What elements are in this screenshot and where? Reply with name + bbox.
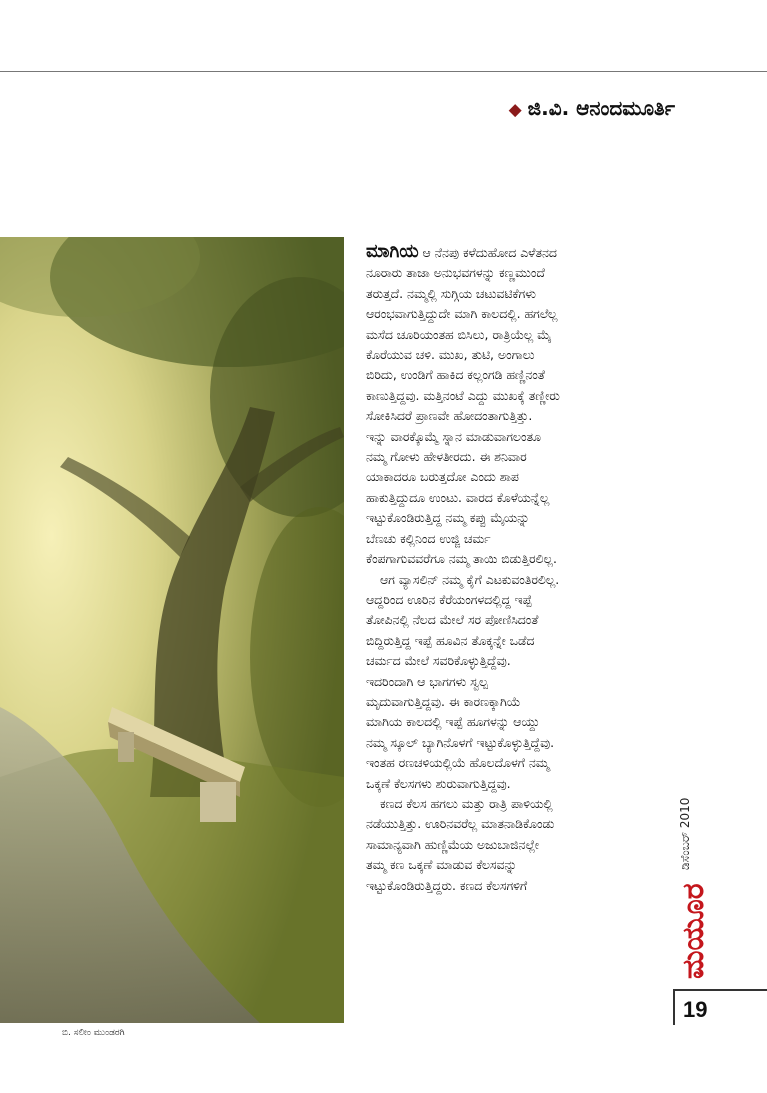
article-line: ಇಟ್ಟುಕೊಂಡಿರುತ್ತಿದ್ದರು. ಕಣದ ಕೆಲಸಗಳಿಗೆ [366,877,528,893]
article-line: ಚರ್ಮದ ಮೇಲೆ ಸವರಿಕೊಳ್ಳುತ್ತಿದ್ದೆವು. [366,653,511,669]
article-line: ಮಾಗಿಯ ಕಾಲದಲ್ಲಿ ಇಪ್ಪೆ ಹೂಗಳನ್ನು ಆಯ್ದು [366,714,540,730]
article-line: ಬಿದ್ದಿರುತ್ತಿದ್ದ ಇಪ್ಪೆ ಹೂವಿನ ತೊಕ್ಕನ್ನೇ ಒಡೆದ [366,632,535,648]
article-line: ನಮ್ಮ ಸ್ಕೂಲ್ ಬ್ಯಾಗಿನೊಳಗೆ ಇಟ್ಟುಕೊಳ್ಳುತ್ತಿದ್ದೆವು. [366,734,555,750]
paragraph-2-start: ಆಗ ವ್ಯಾಸಲಿನ್ ನಮ್ಮ ಕೈಗೆ ಎಟಕುವಂತಿರಲಿಲ್ಲ. [380,571,560,587]
article-line: ನಮ್ಮ ಗೋಳು ಹೇಳತೀರದು. ಈ ಶನಿವಾರ [366,449,527,465]
magazine-logo [676,883,712,979]
article-line: ತಮ್ಮ ಕಣ ಒಕ್ಕಣೆ ಮಾಡುವ ಕೆಲಸವನ್ನು [366,857,517,873]
article-line: ಕೆಂಪಗಾಗುವವರೆಗೂ ನಮ್ಮ ತಾಯಿ ಬಿಡುತ್ತಿರಲಿಲ್ಲ. [366,551,557,567]
top-rule [0,71,767,72]
diamond-icon: ◆ [508,100,522,120]
article-line: ನಡೆಯುತ್ತಿತ್ತು. ಊರಿನವರೆಲ್ಲ ಮಾತನಾಡಿಕೊಂಡು [366,816,555,832]
article-line: ಆರಂಭವಾಗುತ್ತಿದ್ದುದೇ ಮಾಗಿ ಕಾಲದಲ್ಲಿ. ಹಗಲೆಲ್ಲ [366,306,558,322]
article-line: ಸಾಮಾನ್ಯವಾಗಿ ಹುಣ್ಣಿಮೆಯ ಅಜುಬಾಜಿನಲ್ಲೇ [366,836,539,852]
author-name: ಜಿ.ವಿ. ಆನಂದಮೂರ್ತಿ [527,96,675,120]
article-line: ತೋಪಿನಲ್ಲಿ ನೆಲದ ಮೇಲೆ ಸರ ಪೋಣಿಸಿದಂತೆ [366,612,539,628]
article-line: ಇಂತಹ ರಣಚಳಿಯಲ್ಲಿಯೆ ಹೊಲದೊಳಗೆ ನಮ್ಮ [366,755,550,771]
article-first-line [366,242,666,263]
article-line: ಹಾಕುತ್ತಿದ್ದುದೂ ಉಂಟು. ವಾರದ ಕೊಳೆಯನ್ನೆಲ್ಲ [366,489,550,505]
paragraph-3-start: ಕಣದ ಕೆಲಸ ಹಗಲು ಮತ್ತು ರಾತ್ರಿ ಪಾಳಿಯಲ್ಲಿ [380,795,553,811]
magazine-name: ಮಯೂರ [676,883,711,979]
article-body [366,242,666,896]
article-line: ಒಕ್ಕಣೆ ಕೆಲಸಗಳು ಶುರುವಾಗುತ್ತಿದ್ದವು. [366,775,511,791]
article-line: ಆದ್ದರಿಂದ ಊರಿನ ಕೆರೆಯಂಗಳದಲ್ಲಿದ್ದ ಇಪ್ಪೆ [366,591,533,607]
page-number: 19 [683,997,708,1022]
article-line: ಇನ್ನು ವಾರಕ್ಕೊಮ್ಮೆ ಸ್ನಾನ ಮಾಡುವಾಗಲಂತೂ [366,428,541,444]
article-line: ಇಟ್ಟುಕೊಂಡಿರುತ್ತಿದ್ದ ನಮ್ಮ ಕಪ್ಪು ಮೈಯನ್ನು [366,510,530,526]
article-line: ಸೋಕಿಸಿದರೆ ಪ್ರಾಣವೇ ಹೋದಂತಾಗುತ್ತಿತ್ತು. [366,408,533,424]
article-line: ತರುತ್ತದೆ. ನಮ್ಮಲ್ಲಿ ಸುಗ್ಗಿಯ ಚಟುವಟಿಕೆಗಳು [366,285,536,301]
foggy-path-photo [0,237,344,1023]
article-line: ಬಿರಿದು, ಉಂಡಿಗೆ ಹಾಕಿದ ಕಲ್ಲಂಗಡಿ ಹಣ್ಣಿನಂತೆ [366,367,545,383]
article-line: ಮಸೆದ ಚೂರಿಯಂತಹ ಬಿಸಿಲು, ರಾತ್ರಿಯೆಲ್ಲ ಮೈ [366,326,552,342]
article-line: ಕಾಣುತ್ತಿದ್ದವು. ಮತ್ತಿನಂಟೆ ಎದ್ದು ಮುಖಕ್ಕೆ ತಣ್ಣೀರು [366,387,560,403]
folio-rule [673,989,767,991]
article-line: ಯಾಕಾದರೂ ಬರುತ್ತದೋ ಎಂದು ಶಾಪ [366,469,519,485]
article-line: ಬೆಣಚು ಕಲ್ಲಿನಿಂದ ಉಜ್ಜಿ ಚರ್ಮ [366,530,491,546]
article-line: ನೂರಾರು ತಾಜಾ ಅನುಭವಗಳನ್ನು ಕಣ್ಣಮುಂದೆ [366,265,545,281]
lead-word: ಮಾಗಿಯ [366,241,419,262]
article-line: ಕೊರೆಯುವ ಚಳಿ. ಮುಖ, ತುಟಿ, ಅಂಗಾಲು [366,347,535,363]
photo-credit: ಬಿ. ಸಲೀಂ ಮುಂಡರಗಿ [62,1028,125,1038]
byline [509,96,675,120]
article-line: ಮೃದುವಾಗುತ್ತಿದ್ದವು. ಈ ಕಾರಣಕ್ಕಾಗಿಯೆ [366,693,521,709]
article-line: ಇದರಿಂದಾಗಿ ಆ ಭಾಗಗಳು ಸ್ವಲ್ಪ [366,673,488,689]
first-line-rest: ಆ ನೆನಪು ಕಳೆದುಹೋದ ಎಳೆತನದ [418,245,557,260]
folio-divider [673,989,675,1025]
issue-date-text: ಡಿಸೆಂಬರ್ 2010 [678,797,692,870]
issue-date [676,785,696,870]
